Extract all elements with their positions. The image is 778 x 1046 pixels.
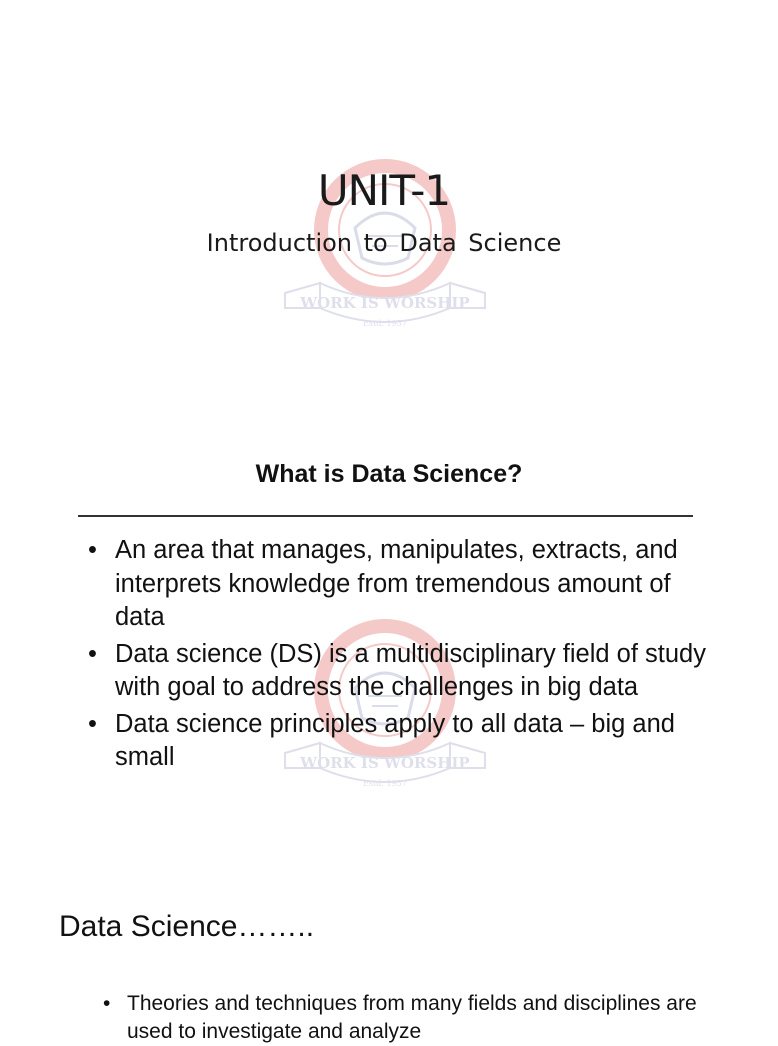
watermark-motto-2: WORK IS WORSHIP xyxy=(300,754,470,772)
bullet-icon: • xyxy=(103,992,111,1015)
slide-heading: What is Data Science? xyxy=(255,460,523,488)
section-title: Data Science…….. xyxy=(59,910,315,943)
watermark-estd-2: Estd. 1957 xyxy=(363,779,407,788)
watermark-estd: Estd. 1957 xyxy=(363,319,407,328)
unit-subtitle: Introduction to Data Science xyxy=(206,229,562,257)
watermark-motto: WORK IS WORSHIP xyxy=(300,294,470,312)
heading-divider xyxy=(78,515,693,517)
bullet-icon: • xyxy=(88,639,97,668)
list-item-text: An area that manages, manipulates, extracts, and interprets knowledge from tremendous amount of data xyxy=(115,536,678,631)
list-item-text: Data science principles apply to all data – big and small xyxy=(115,709,675,771)
list-item-text: Data science (DS) is a multidisciplinary field of study with goal to address the challenges in big data xyxy=(115,639,706,701)
list-item-text: Theories and techniques from many fields and disciplines are used to investigate and analyze xyxy=(127,992,697,1043)
bullet-icon: • xyxy=(88,536,97,564)
list-item xyxy=(103,990,743,1046)
bullet-icon: • xyxy=(88,709,97,738)
list-item xyxy=(88,708,708,775)
bullet-list xyxy=(88,534,708,778)
bullet-list-2 xyxy=(103,990,743,1046)
list-item xyxy=(88,638,708,705)
list-item xyxy=(88,534,708,635)
unit-title: UNIT-1 xyxy=(317,166,451,215)
